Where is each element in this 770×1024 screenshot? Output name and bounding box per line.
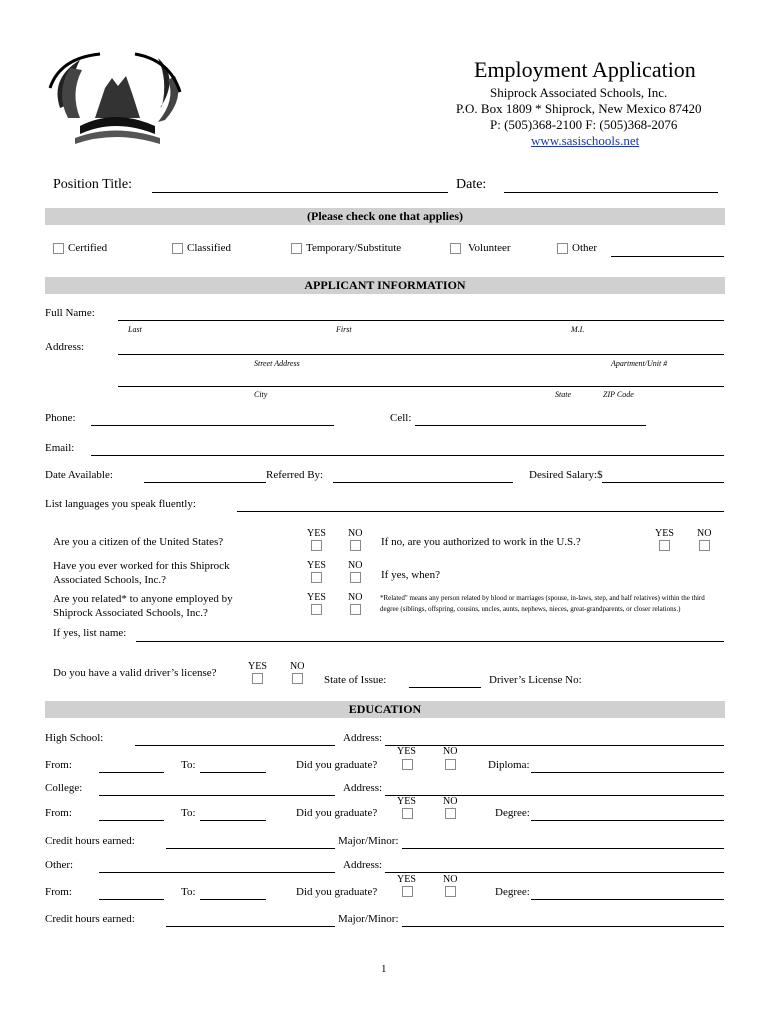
citizen-question: Are you a citizen of the United States? (53, 536, 224, 548)
related-no-checkbox[interactable] (350, 604, 361, 615)
hs-yes-label: YES (397, 746, 416, 757)
license-yes-label: YES (248, 661, 267, 672)
position-title-label: Position Title: (53, 177, 132, 192)
zip-label: ZIP Code (603, 390, 634, 399)
list-name-label: If yes, list name: (53, 627, 127, 639)
worked-no-checkbox[interactable] (350, 572, 361, 583)
college-no-label: NO (443, 796, 458, 807)
languages-label: List languages you speak fluently: (45, 498, 196, 510)
college-to-field[interactable] (200, 820, 266, 821)
college-graduate-label: Did you graduate? (296, 807, 378, 819)
college-yes-checkbox[interactable] (402, 808, 413, 819)
college-address-label: Address: (343, 782, 383, 794)
list-name-field[interactable] (136, 641, 724, 642)
citizen-no-checkbox[interactable] (350, 540, 361, 551)
other-major-field[interactable] (402, 926, 724, 927)
authorized-yes-label: YES (655, 528, 674, 539)
other-to-label: To: (181, 886, 196, 898)
other-no-checkbox[interactable] (445, 886, 456, 897)
license-no-checkbox[interactable] (292, 673, 303, 684)
mi-label: M.I. (571, 325, 585, 334)
cell-field[interactable] (415, 425, 646, 426)
college-major-label: Major/Minor: (338, 835, 399, 847)
license-no-label: Driver’s License No: (489, 674, 582, 686)
authorized-no-checkbox[interactable] (699, 540, 710, 551)
date-label: Date: (456, 177, 487, 192)
other-no-label: NO (443, 874, 458, 885)
college-degree-field[interactable] (531, 820, 724, 821)
full-name-field[interactable] (118, 320, 724, 321)
hs-no-checkbox[interactable] (445, 759, 456, 770)
college-yes-label: YES (397, 796, 416, 807)
other-degree-label: Degree: (495, 886, 530, 898)
other-checkbox[interactable] (557, 243, 568, 254)
email-field[interactable] (91, 455, 724, 456)
classified-checkbox[interactable] (172, 243, 183, 254)
college-address-field[interactable] (385, 795, 724, 796)
hs-from-label: From: (45, 759, 72, 771)
form-title: Employment Application (474, 57, 696, 82)
high-school-label: High School: (45, 732, 104, 744)
hs-yes-checkbox[interactable] (402, 759, 413, 770)
hs-address-label: Address: (343, 732, 383, 744)
college-field[interactable] (99, 795, 335, 796)
hs-graduate-label: Did you graduate? (296, 759, 378, 771)
other-yes-label: YES (397, 874, 416, 885)
college-to-label: To: (181, 807, 196, 819)
hs-address-field[interactable] (385, 745, 724, 746)
worked-yes-label: YES (307, 560, 326, 571)
hs-to-label: To: (181, 759, 196, 771)
related-note: *Related" means any person related by blood or marriages (spouse, in-laws, step, and half relatives) within the third degree (siblings, offspring, cousins, uncles, aunts, nephews, nieces, great-grandparents, or closer relations.) (380, 594, 705, 613)
volunteer-checkbox[interactable] (450, 243, 461, 254)
state-label: State (555, 390, 571, 399)
temporary-checkbox[interactable] (291, 243, 302, 254)
other-degree-field[interactable] (531, 899, 724, 900)
worked-question-line2: Associated Schools, Inc.? (53, 574, 167, 586)
college-no-checkbox[interactable] (445, 808, 456, 819)
diploma-field[interactable] (531, 772, 724, 773)
email-label: Email: (45, 442, 75, 454)
desired-salary-label: Desired Salary:$ (529, 469, 603, 481)
org-name: Shiprock Associated Schools, Inc. (490, 85, 668, 100)
first-label: First (336, 325, 352, 334)
other-credit-field[interactable] (166, 926, 335, 927)
type-bar: (Please check one that applies) (45, 208, 725, 225)
org-address: P.O. Box 1809 * Shiprock, New Mexico 87420 (456, 101, 702, 116)
related-no-label: NO (348, 592, 363, 603)
college-credit-field[interactable] (166, 848, 335, 849)
referred-by-label: Referred By: (266, 469, 324, 481)
hs-no-label: NO (443, 746, 458, 757)
other-graduate-label: Did you graduate? (296, 886, 378, 898)
certified-checkbox[interactable] (53, 243, 64, 254)
org-phone: P: (505)368-2100 F: (505)368-2076 (490, 117, 678, 132)
org-website-link[interactable]: www.sasischools.net (531, 133, 640, 148)
license-question: Do you have a valid driver’s license? (53, 667, 217, 679)
other-yes-checkbox[interactable] (402, 886, 413, 897)
temporary-label: Temporary/Substitute (306, 242, 402, 254)
college-major-field[interactable] (402, 848, 724, 849)
hs-to-field[interactable] (200, 772, 266, 773)
other-school-label: Other: (45, 859, 74, 871)
citizen-yes-checkbox[interactable] (311, 540, 322, 551)
street-address-field[interactable] (118, 354, 724, 355)
authorized-question: If no, are you authorized to work in the U.S.? (381, 536, 581, 548)
other-address-field[interactable] (385, 872, 724, 873)
related-question-line2: Shiprock Associated Schools, Inc.? (53, 607, 208, 619)
citizen-no-label: NO (348, 528, 363, 539)
license-yes-checkbox[interactable] (252, 673, 263, 684)
license-no-label: NO (290, 661, 305, 672)
other-field[interactable] (611, 256, 724, 257)
related-yes-label: YES (307, 592, 326, 603)
other-to-field[interactable] (200, 899, 266, 900)
phone-label: Phone: (45, 412, 76, 424)
other-school-field[interactable] (99, 872, 335, 873)
city-state-zip-field[interactable] (118, 386, 724, 387)
state-of-issue-field[interactable] (409, 687, 481, 688)
other-major-label: Major/Minor: (338, 913, 399, 925)
worked-question-line1: Have you ever worked for this Shiprock (53, 560, 230, 572)
date-available-field[interactable] (144, 482, 266, 483)
college-credit-label: Credit hours earned: (45, 835, 135, 847)
position-title-field[interactable] (152, 192, 448, 193)
other-label: Other (572, 242, 598, 254)
college-from-label: From: (45, 807, 72, 819)
phone-field[interactable] (91, 425, 334, 426)
address-label: Address: (45, 341, 85, 353)
state-of-issue-label: State of Issue: (324, 674, 387, 686)
last-label: Last (128, 325, 142, 334)
related-yes-checkbox[interactable] (311, 604, 322, 615)
school-logo (40, 48, 190, 152)
citizen-yes-label: YES (307, 528, 326, 539)
worked-no-label: NO (348, 560, 363, 571)
college-degree-label: Degree: (495, 807, 530, 819)
other-address-label: Address: (343, 859, 383, 871)
authorized-no-label: NO (697, 528, 712, 539)
languages-field[interactable] (237, 511, 724, 512)
other-from-field[interactable] (99, 899, 164, 900)
referred-by-field[interactable] (333, 482, 513, 483)
education-bar: EDUCATION (45, 701, 725, 718)
other-from-label: From: (45, 886, 72, 898)
city-label: City (254, 390, 268, 399)
worked-yes-checkbox[interactable] (311, 572, 322, 583)
authorized-yes-checkbox[interactable] (659, 540, 670, 551)
high-school-field[interactable] (135, 745, 335, 746)
college-label: College: (45, 782, 83, 794)
full-name-label: Full Name: (45, 307, 95, 319)
certified-label: Certified (68, 242, 108, 254)
when-label: If yes, when? (381, 569, 440, 581)
page-number: 1 (381, 963, 387, 975)
applicant-info-bar: APPLICANT INFORMATION (45, 277, 725, 294)
date-available-label: Date Available: (45, 469, 113, 481)
other-credit-label: Credit hours earned: (45, 913, 135, 925)
hs-from-field[interactable] (99, 772, 164, 773)
classified-label: Classified (187, 242, 231, 254)
related-question-line1: Are you related* to anyone employed by (53, 593, 233, 605)
date-field[interactable] (504, 192, 718, 193)
cell-label: Cell: (390, 412, 412, 424)
desired-salary-field[interactable] (602, 482, 724, 483)
volunteer-label: Volunteer (468, 242, 511, 254)
diploma-label: Diploma: (488, 759, 530, 771)
college-from-field[interactable] (99, 820, 164, 821)
street-address-label: Street Address (254, 359, 300, 368)
apartment-label: Apartment/Unit # (611, 359, 668, 368)
